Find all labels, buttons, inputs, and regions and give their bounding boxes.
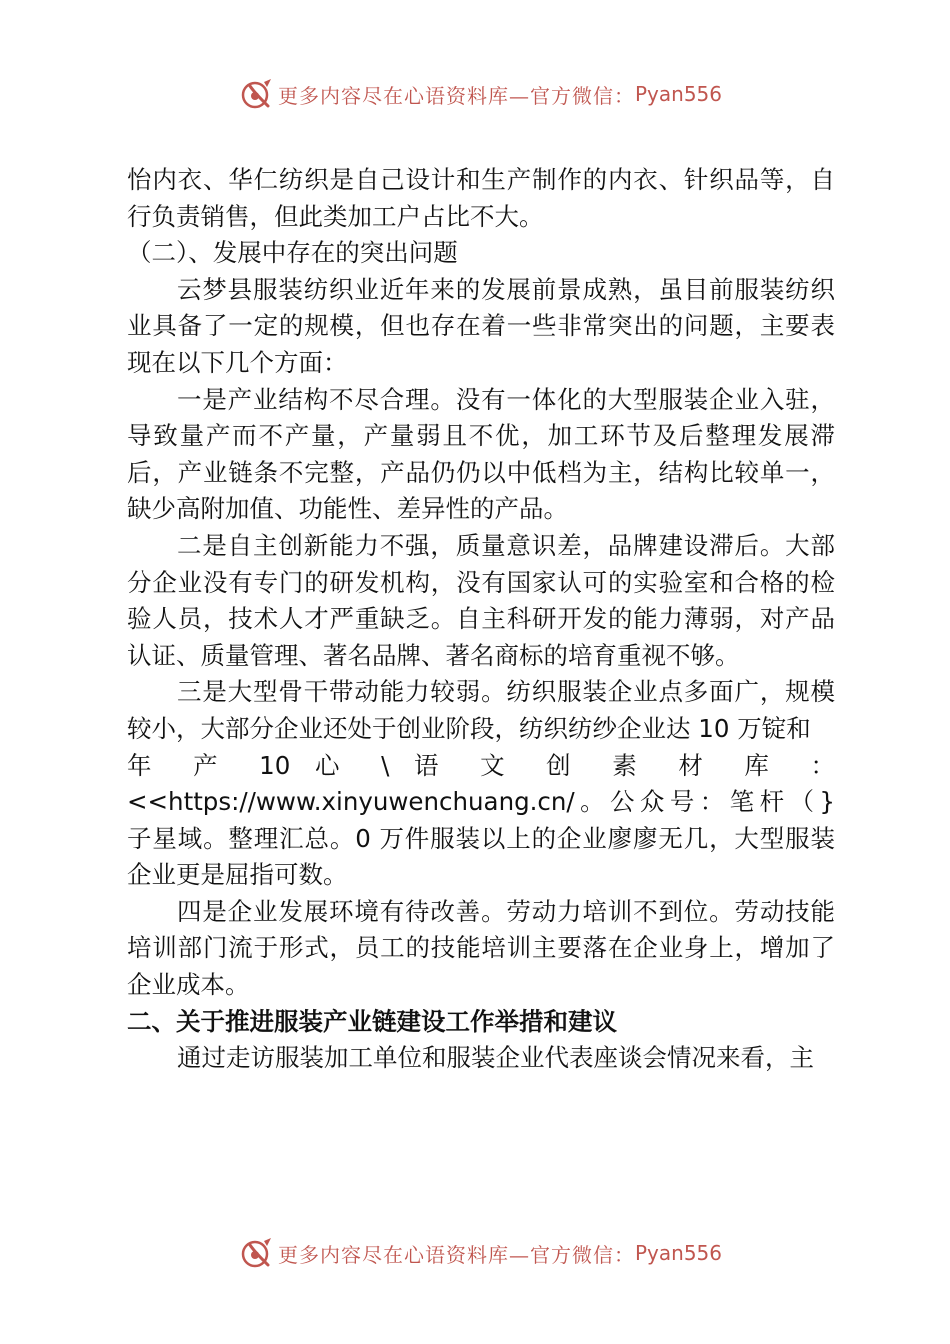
paragraph: 四是企业发展环境有待改善。劳动力培训不到位。劳动技能培训部门流于形式，员工的技能培训主要落在企业身上，增加了企业成本。 (127, 896, 835, 1000)
header-wechat-id: Pyan556 (635, 82, 723, 106)
paragraph-line: 子星域。整理汇总。0 万件服装以上的企业廖廖无几，大型服装企业更是屈指可数。 (127, 823, 835, 890)
section-heading: （二）、发展中存在的突出问题 (127, 238, 458, 268)
paragraph-line: 年 产 10 心 \ 语 文 创 素 材 库 ： (127, 750, 835, 780)
brush-logo-icon (238, 1235, 274, 1271)
footer-wechat-id: Pyan556 (635, 1241, 723, 1265)
document-body (127, 162, 835, 1077)
paragraph: 通过走访服装加工单位和服装企业代表座谈会情况来看，主 (177, 1043, 814, 1073)
paragraph-line: 三是大型骨干带动能力较弱。纺织服装企业点多面广，规模较小，大部分企业还处于创业阶段，纺织纺纱企业达 10 万锭和 (127, 677, 835, 743)
header-watermark (238, 74, 758, 114)
section-heading-2: 二、关于推进服装产业链建设工作举措和建议 (127, 1006, 617, 1036)
footer-watermark (238, 1233, 758, 1273)
paragraph-line: <<https://www.xinyuwenchuang.cn/。公众号：笔杆（} (127, 787, 835, 817)
paragraph: 二是自主创新能力不强，质量意识差，品牌建设滞后。大部分企业没有专门的研发机构，没有国家认可的实验室和合格的检验人员，技术人才严重缺乏。自主科研开发的能力薄弱，对产品认证、质量管理、著名品牌、著名商标的培育重视不够。 (127, 530, 835, 670)
paragraph: 一是产业结构不尽合理。没有一体化的大型服装企业入驻，导致量产而不产量，产量弱且不优，加工环节及后整理发展滞后，产业链条不完整，产品仍仍以中低档为主，结构比较单一，缺少高附加值、功能性、差异性的产品。 (127, 384, 835, 524)
footer-watermark-text: 更多内容尽在心语资料库—官方微信： (278, 1242, 635, 1267)
paragraph: 云梦县服装纺织业近年来的发展前景成熟，虽目前服装纺织业具备了一定的规模，但也存在着一些非常突出的问题，主要表 现在以下几个方面： (127, 274, 835, 377)
paragraph-continuation: 怡内衣、华仁纺织是自己设计和生产制作的内衣、针织品等，自行负责销售，但此类加工户占比不大。 (127, 165, 835, 231)
header-watermark-text: 更多内容尽在心语资料库—官方微信： (278, 83, 635, 108)
brush-logo-icon (238, 76, 274, 112)
